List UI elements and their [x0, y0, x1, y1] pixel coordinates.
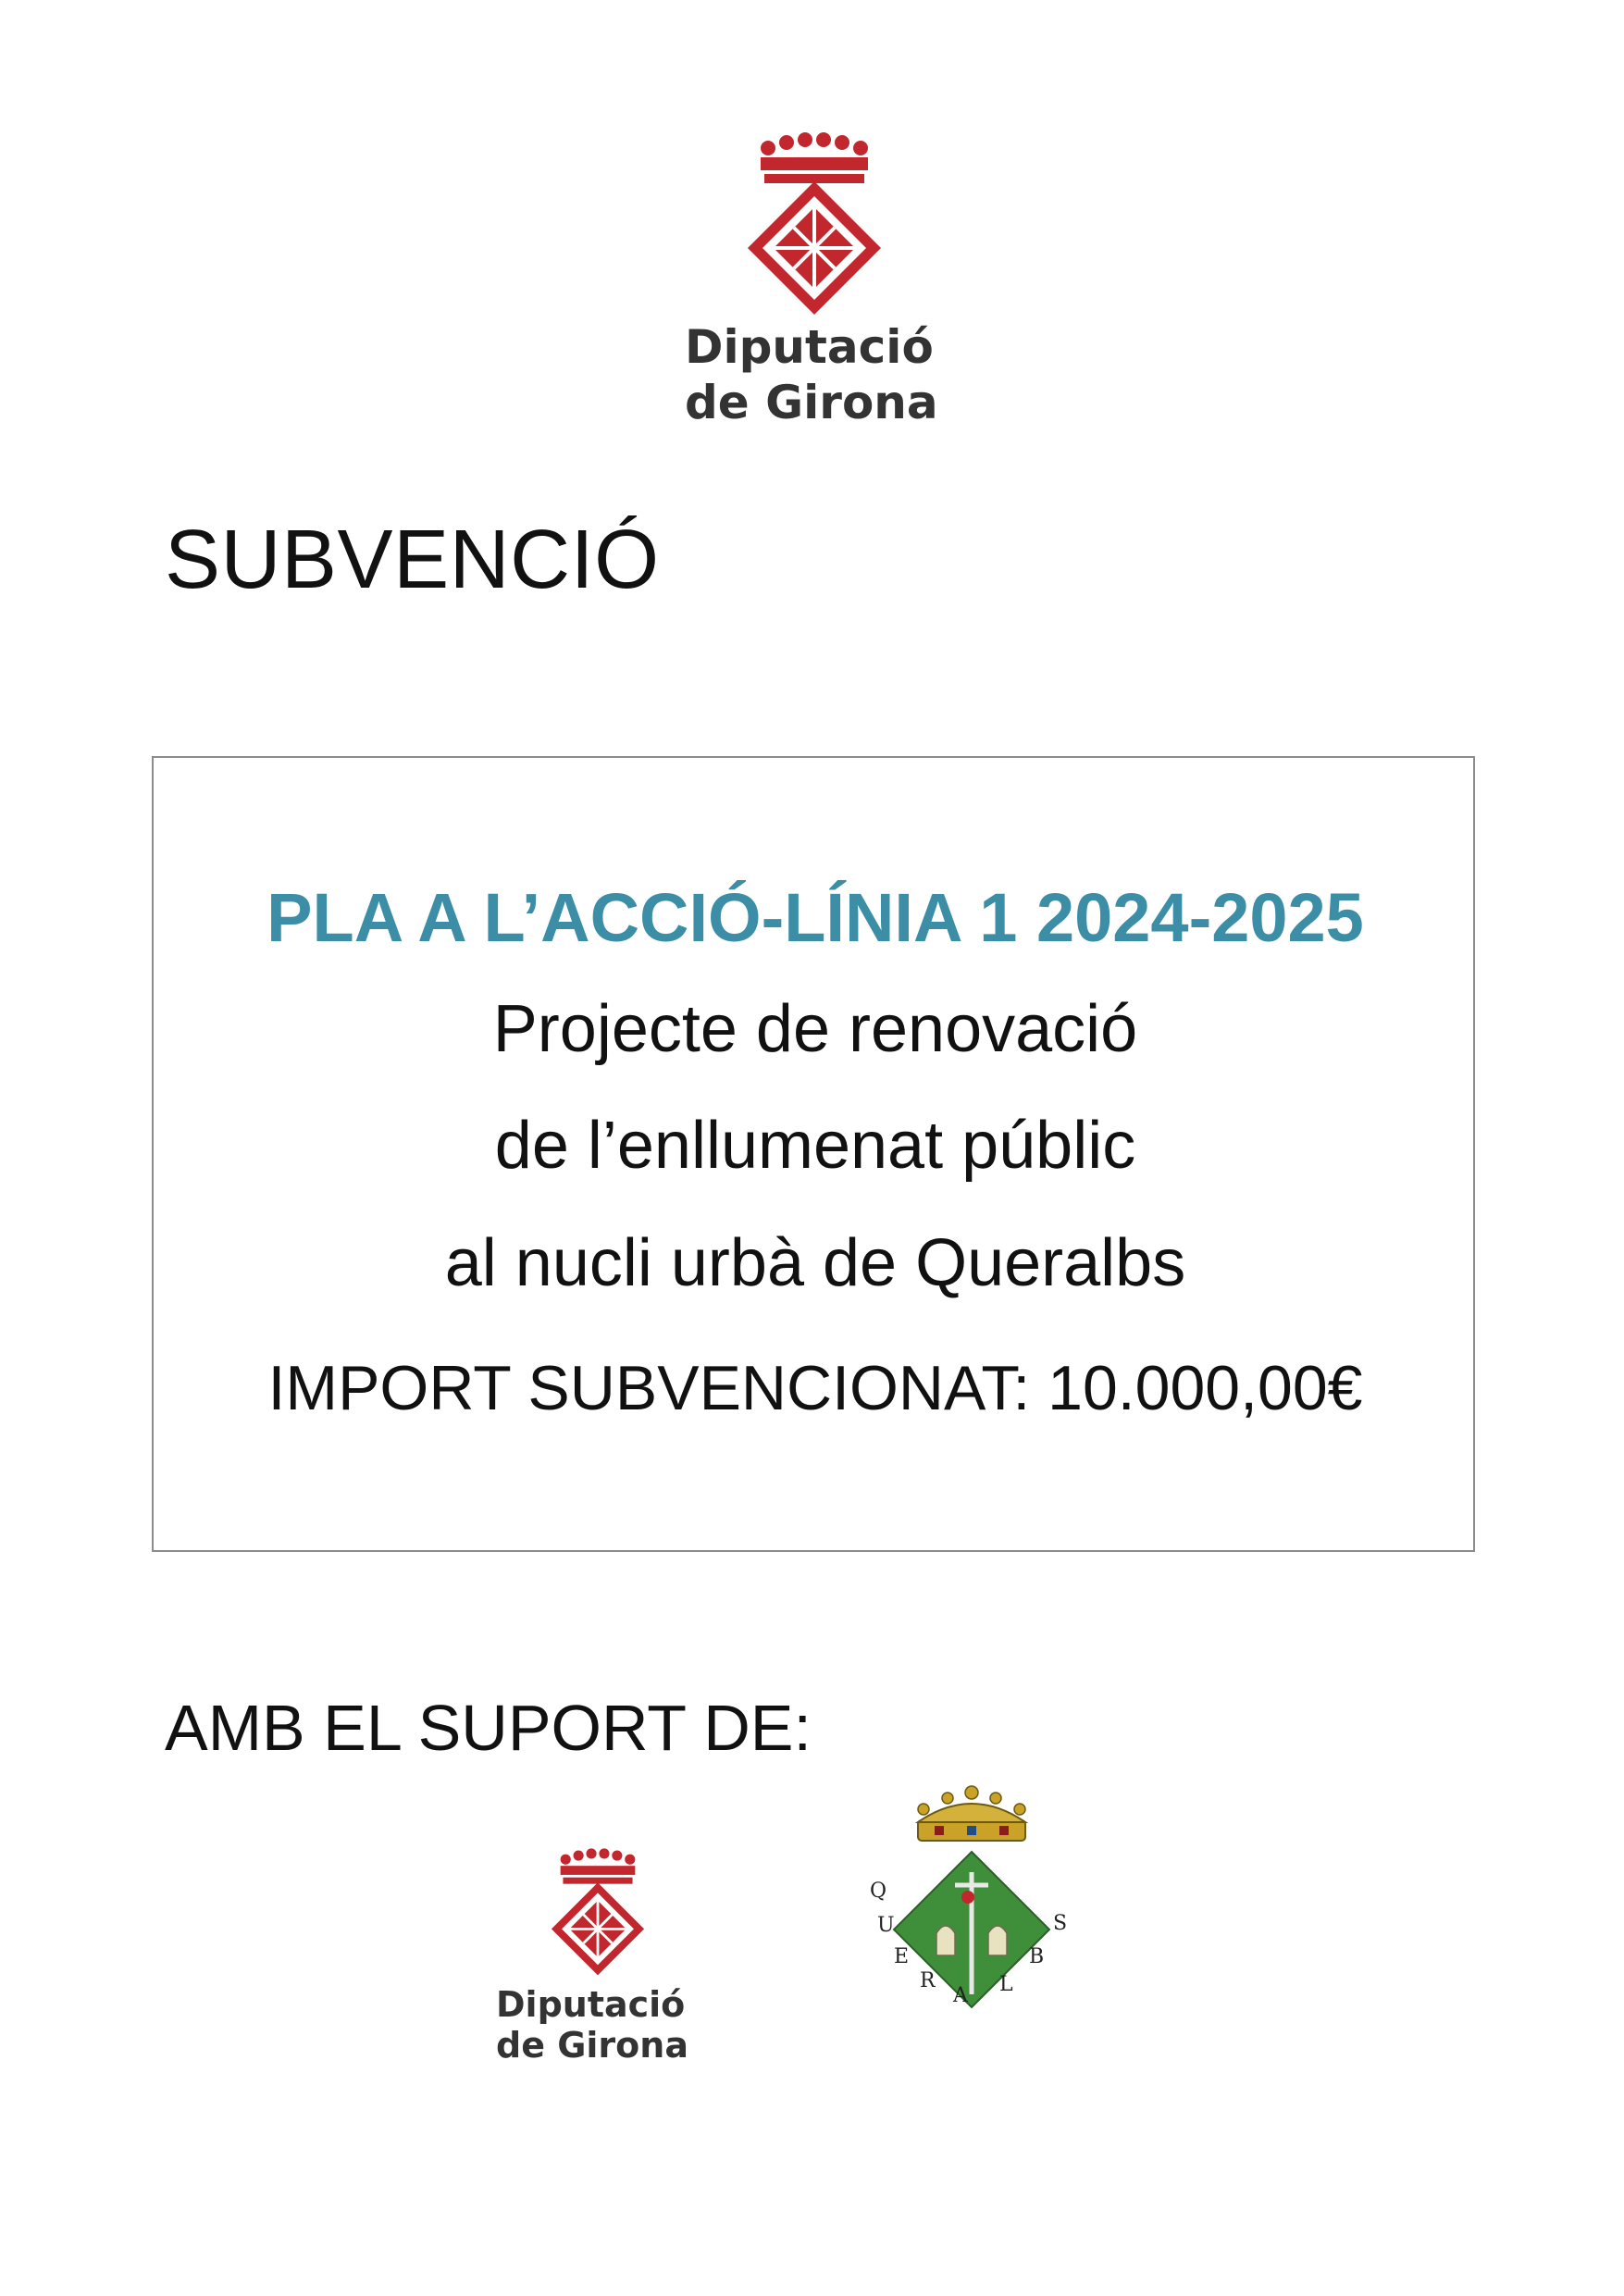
diputacio-girona-emblem-icon: [496, 1832, 700, 1980]
ring-letter: L: [999, 1973, 1013, 1996]
project-line-1: Projecte de renovació: [492, 992, 1138, 1066]
queralbs-logo: [851, 1781, 1092, 2050]
plan-title: PLA A L’ACCIÓ-LÍNIA 1 2024-2025: [267, 879, 1364, 956]
logo-text-line1: Diputació: [496, 1984, 686, 2025]
subsidy-amount: IMPORT SUBVENCIONAT: 10.000,00€: [267, 1353, 1363, 1423]
ring-letter: Q: [870, 1880, 887, 1903]
ring-letter: S: [1053, 1912, 1068, 1935]
diputacio-girona-logo-bottom: [496, 1832, 700, 2066]
project-line-3: al nucli urbà de Queralbs: [444, 1226, 1186, 1300]
diputacio-girona-logo-top: [685, 109, 944, 433]
diputacio-girona-emblem-icon: [685, 109, 944, 322]
logo-text-line2: de Girona: [496, 2025, 688, 2066]
ring-letter: B: [1029, 1945, 1045, 1968]
ring-letter: E: [894, 1945, 910, 1968]
logo-text-line1: Diputació: [685, 320, 934, 374]
ring-letter: U: [877, 1914, 895, 1937]
ring-letter: R: [920, 1969, 936, 1992]
page-heading: SUBVENCIÓ: [165, 514, 660, 606]
project-line-2: de l’enllumenat públic: [494, 1109, 1136, 1183]
logo-text-line2: de Girona: [685, 376, 938, 429]
ring-letter: A: [953, 1984, 968, 2007]
queralbs-coat-of-arms-icon: [851, 1781, 1092, 2050]
subsidy-info-box: [152, 756, 1475, 1552]
support-label: AMB EL SUPORT DE:: [165, 1692, 812, 1764]
